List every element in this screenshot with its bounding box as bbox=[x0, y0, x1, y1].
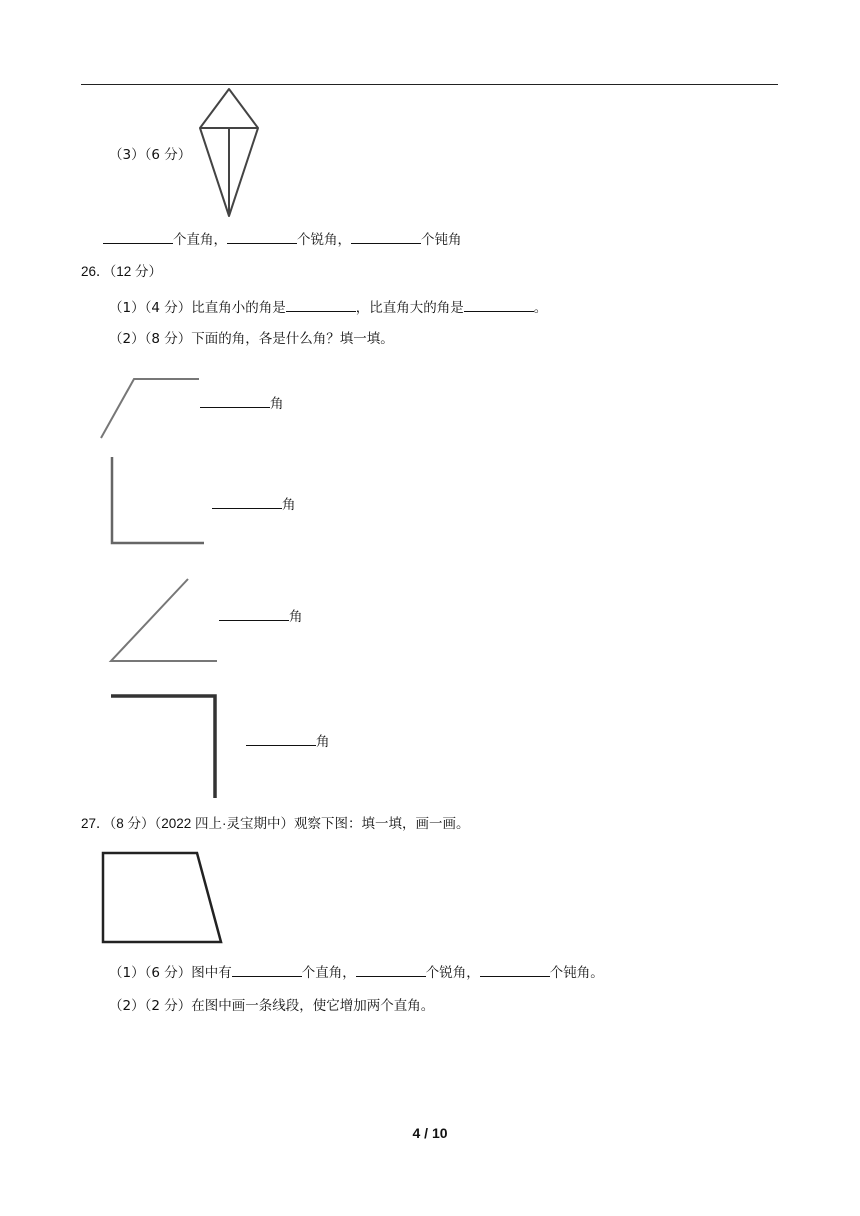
q27-part1-text-b: 个直角， bbox=[301, 965, 356, 981]
angle-4-answer bbox=[246, 731, 330, 751]
q26-header: 26．（12 分） bbox=[81, 264, 163, 279]
q26-part1 bbox=[109, 297, 547, 317]
q26-part2: （2）（8 分）下面的角，各是什么角？填一填。 bbox=[109, 331, 394, 347]
angle-1-answer bbox=[200, 393, 284, 413]
answer-blank[interactable] bbox=[356, 962, 426, 977]
answer-blank[interactable] bbox=[246, 731, 316, 746]
angle-suffix: 角 bbox=[316, 734, 330, 750]
page-number: 4 / 10 bbox=[412, 1125, 448, 1141]
angle-2-answer bbox=[212, 494, 296, 514]
q26-part1-text-b: ，比直角大的角是 bbox=[355, 300, 464, 316]
q26-part1-text-c: 。 bbox=[533, 300, 548, 316]
q27-part1-text-c: 个锐角， bbox=[425, 965, 480, 981]
answer-blank[interactable] bbox=[480, 962, 550, 977]
angle-suffix: 角 bbox=[270, 396, 284, 412]
kite-figure bbox=[195, 86, 265, 222]
header-rule bbox=[81, 84, 778, 85]
answer-blank[interactable] bbox=[227, 229, 297, 244]
acute-angle-count-label: 个锐角， bbox=[297, 232, 351, 248]
right-angle-figure bbox=[106, 454, 208, 548]
angle-suffix: 角 bbox=[289, 609, 303, 625]
answer-blank[interactable] bbox=[464, 297, 534, 312]
answer-blank[interactable] bbox=[200, 393, 270, 408]
obtuse-angle-count-label: 个钝角 bbox=[421, 232, 462, 248]
right-angle-count-label: 个直角， bbox=[173, 232, 227, 248]
right-angle-figure-2 bbox=[108, 692, 222, 802]
angle-3-answer bbox=[219, 606, 303, 626]
q27-part1-text-d: 个钝角。 bbox=[549, 965, 604, 981]
q27-part1-text-a: （1）（6 分）图中有 bbox=[109, 965, 232, 981]
answer-blank[interactable] bbox=[351, 229, 421, 244]
obtuse-angle-figure bbox=[98, 374, 202, 442]
trapezoid-figure bbox=[100, 850, 226, 946]
q27-part2: （2）（2 分）在图中画一条线段，使它增加两个直角。 bbox=[109, 998, 435, 1014]
q25-count-line bbox=[103, 229, 462, 249]
q27-header: 27．（8 分）（2022 四上·灵宝期中）观察下图：填一填，画一画。 bbox=[81, 816, 470, 831]
q25-part3-label: （3）（6 分） bbox=[109, 147, 192, 163]
answer-blank[interactable] bbox=[103, 229, 173, 244]
answer-blank[interactable] bbox=[232, 962, 302, 977]
answer-blank[interactable] bbox=[212, 494, 282, 509]
angle-suffix: 角 bbox=[282, 497, 296, 513]
q26-part1-text-a: （1）（4 分）比直角小的角是 bbox=[109, 300, 286, 316]
q27-part1 bbox=[109, 962, 604, 982]
answer-blank[interactable] bbox=[286, 297, 356, 312]
answer-blank[interactable] bbox=[219, 606, 289, 621]
acute-angle-figure bbox=[106, 576, 220, 666]
